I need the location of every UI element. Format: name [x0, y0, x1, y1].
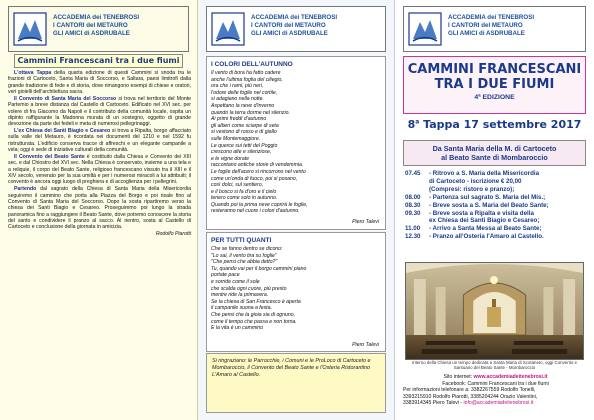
- poem2-title: PER TUTTI QUANTI: [211, 237, 272, 244]
- panel-right: [395, 0, 594, 420]
- academy-line1: ACCADEMIA dei TENEBROSI: [53, 14, 140, 21]
- signature: Rodolfo Piarotti: [155, 231, 191, 238]
- panel-left: [0, 0, 198, 420]
- academy-name: [53, 14, 139, 38]
- poem2-author: Piero Talevi: [352, 342, 379, 348]
- contacts-line1: Per informazioni telefonare a: 3382267559 Rodolfo Tonelli,: [403, 387, 536, 394]
- academy-header: [8, 6, 189, 52]
- program-item: 12.30 - Pranzo all'Osteria l'Amaro al Castello.: [405, 233, 544, 241]
- program-item-cont: di Cartoceto - iscrizione € 20,00: [429, 177, 522, 185]
- contact-info: [403, 374, 588, 407]
- facebook-line: Facebook: Cammini Francescani tra i due fiumi: [442, 380, 549, 387]
- academy-line1: ACCADEMIA dei TENEBROSI: [448, 14, 535, 21]
- program-item: 11.00 - Arrivo a Santa Messa al Beato Sante;: [405, 225, 542, 233]
- church-interior-photo: [405, 262, 584, 360]
- program-item: 08.30 - Breve sosta a S. Maria del Beato Sante;: [405, 201, 549, 209]
- program-item-cont: (Compresi: ristoro e pranzo);: [429, 185, 515, 193]
- contacts-line2: 3393215910 Rodolfo Piarotti, 3385204244 Orazio Valentini,: [403, 393, 538, 400]
- academy-name: [251, 14, 337, 38]
- paragraph: Il Convento di Santa Maria del Soccorso si trova nel territorio del Monte Partemio a breve distanza dal Castello di Cartoceto. Edificato nel XVI sec. per volere di fra Giacomo da Napoli e il contributo della comunità locale, ospita un dipinto raffigurante la Madonna murata di un sostegno, oggetto di grande devozione da parte dei fedeli e meta di numerosi pellegrinaggi.: [8, 95, 191, 128]
- acknowledgements: Si ringraziano: le Parrocchie, i Comuni e le ProLoco di Cartoceto e Mombaroccio, il Convento del Beato Sante e l'Osteria Ristorantino L'Amaro al Castello.: [206, 353, 386, 413]
- academy-line3: GLI AMICI di ASDRUBALE: [448, 30, 525, 37]
- academy-header: [206, 6, 386, 52]
- route-line2: al Beato Sante di Mombaroccio: [441, 153, 548, 162]
- stage-date: 8$^a$ Tappa 17 settembre 2017: [407, 118, 582, 131]
- academy-line2: I CANTORI del METAURO: [251, 22, 326, 29]
- event-edition: 4ª EDIZIONE: [474, 94, 515, 101]
- event-title-line2: TRA I DUE FIUMI: [434, 77, 555, 92]
- panel-middle: [198, 0, 395, 420]
- email-link[interactable]: info@accademiadeitenebrosi.it: [463, 400, 534, 407]
- academy-line2: I CANTORI del METAURO: [448, 22, 523, 29]
- paragraph: Il Convento del Beato Sante è costituito dalla Chiesa e Convento dei XIII sec. e dal Chiostro del XVI sec. Nella Chiesa è conservato, insieme a una tela e a reliquie, il corpo del Beato Sante, religioso francescano vissuto tra il XIII e il XIV secolo, venerato per la sua umiltà e per i numerosi miracoli a lui attribuiti; il convento è ancora oggi luogo di preghiera e di accoglienza per i pellegrini.: [8, 153, 192, 186]
- panel1-title: Cammini Francescani tra i due fiumi: [14, 54, 183, 68]
- panel1-body: [8, 70, 191, 237]
- website-link[interactable]: www.accademiadeitenebrosi.it: [473, 374, 548, 380]
- website-line: Sito internet: www.accademiadeitenebrosi.it: [443, 374, 548, 380]
- poem1-title: I COLORI DELL'AUTUNNO: [211, 61, 293, 68]
- academy-line3: GLI AMICI di ASDRUBALE: [251, 30, 328, 37]
- program-item: 07.45 - Ritrovo a S. Maria della Misericordia: [405, 170, 540, 177]
- route-line1: Da Santa Maria della M. di Cartoceto: [432, 144, 557, 153]
- academy-name: [448, 14, 534, 38]
- academy-logo-icon: [408, 12, 442, 46]
- poem2-text: Che se fanno dentro se dicono: "Lo sai, il vento tira su foglie" "Che pensi che abbia detto?" Tu, quando vai per il borgo cammini piano portate pace e sorride come il sole che scalda ogni cuore, più presto mentre ride la primavera. Se la chiesa di San Francesco è aperta il campanile suona a festa. Che pensi che la gioia sia di ognuno, come il tempo che passa e non torna. E la vita è un cammino: [211, 246, 307, 332]
- poem-box-everyone: [206, 232, 386, 352]
- program-item: 08.00 - Partenza sul sagrato S. Maria del Mis.;: [405, 193, 546, 201]
- route-box: [403, 140, 586, 166]
- academy-line3: GLI AMICI di ASDRUBALE: [53, 30, 130, 37]
- poem-box-autumn: [206, 56, 386, 230]
- poem1-author: Piero Talevi: [352, 219, 379, 225]
- paragraph: L'ex Chiesa dei Santi Biagio e Cesareo si trova a Ripalta, borgo affacciato sulla valle del Metauro, è ricordata nei documenti del 1210 e nel 1592 fu ristrutturata. L'edificio conserva tracce di affreschi e un elegante campanile a vela; oggi è sede di iniziative culturali della comunità.: [8, 128, 192, 154]
- photo-caption: Interno della Chiesa un tempo dedicata a Santa Maria di Scotaneto, oggi Convento e Santuario del Beato Sante - Mombaroccio: [411, 360, 577, 371]
- academy-line1: ACCADEMIA dei TENEBROSI: [251, 14, 338, 21]
- paragraph: Partendo dal sagrato della Chiesa di Santa Maria della Misericordia seguiremo il cammino che porta alla Piazza del Borgo e poi risale fino al Convento di Santa Maria del Soccorso. Dopo la sosta ripartiremo verso la chiesa dei Santi Biagio e Cesareo. Proseguiremo poi lungo la strada panoramica fino a raggiungere il Beato Sante, dove potremo conoscere la storia del santo e condividere il pranzo al sacco. Al rientro, sosta al Castello di Cartoceto e conclusione della giornata in amicizia.: [8, 186, 191, 231]
- academy-header: [403, 6, 586, 52]
- program-list: [405, 170, 588, 241]
- paragraph: L'ottava Tappa della quarta edizione di questi Cammini si snoda tra le frazioni di Cartoceto, Santa Maria di Soccorso, e Saltara, paesi limitrofi dalla grande tradizione di fede e di storia, dove rimangono esempi di chiese e oratori, veri gioielli dell'architettura sacra.: [8, 70, 191, 96]
- program-item: 09.30 - Breve sosta a Ripalta e visita della: [405, 209, 534, 217]
- academy-logo-icon: [13, 12, 47, 46]
- academy-line2: I CANTORI del METAURO: [53, 22, 128, 29]
- poem1-text: Il vento di bora ha fatto cadere anche l'ultima foglia del ciliegio, ora che i rami, più neri, l'odore delle foglie nel cortile, si adagiano nella notte. Aspettano la neve d'inverno quando la terra dorme nel silenzio. Ai primi freddi d'autunno gli alberi come sciarpe di seta si vestono di rosso e di giallo sulle Montemaggiore. Le querce sui tetti del Poggio crescono alte e silenziose, e le vigne dorate raccontano antiche storie di vendemmia. Le foglie dell'acero si rincorrono nel vento come un'onda di fuoco, poi si posano, così dolci, sul sentiero, e il bosco si fa d'oro e il cielo tenero come solo in autunno. Quando poi la prima neve coprirà le foglie, resteranno nel cuore i colori d'autunno.: [211, 70, 308, 215]
- academy-logo-icon: [211, 12, 245, 46]
- contacts-line3: 3383914345 Piero Talevi - info@accademiadeitenebrosi.it: [403, 400, 534, 407]
- event-title-box: [403, 56, 586, 114]
- church-interior-image: [406, 263, 583, 359]
- event-title-line1: CAMMINI FRANCESCANI: [407, 62, 582, 77]
- program-item-cont: ex Chiesa dei Santi Biagio e Cesareo;: [429, 217, 540, 225]
